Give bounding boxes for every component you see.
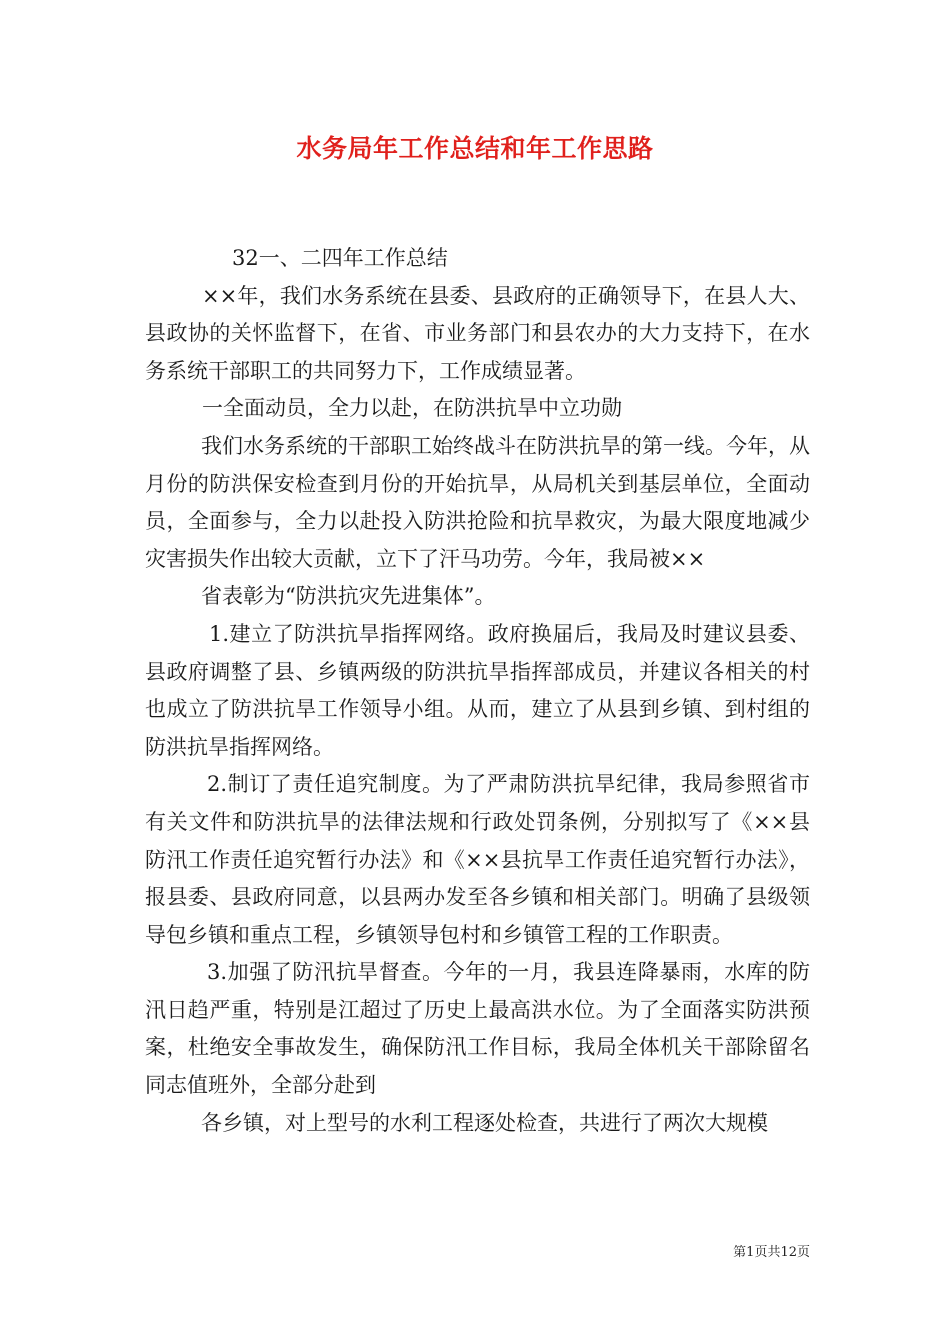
paragraph-item-1: 1.建立了防洪抗旱指挥网络。政府换届后，我局及时建议县委、县政府调整了县、乡镇两级的防洪抗旱指挥部成员，并建议各相关的村也成立了防洪抗旱工作领导小组。从而，建立了从县到乡镇、到村组的防洪抗旱指挥网络。 bbox=[145, 621, 810, 759]
paragraph-continuation: 各乡镇，对上型号的水利工程逐处检查，共进行了两次大规模 bbox=[201, 1110, 768, 1135]
paragraph-intro: ××年，我们水务系统在县委、县政府的正确领导下，在县人大、县政协的关怀监督下，在省、市业务部门和县农办的大力支持下，在水务系统干部职工的共同努力下，工作成绩显著。 bbox=[145, 283, 810, 383]
subsection-heading: 一全面动员，全力以赴，在防洪抗旱中立功勋 bbox=[202, 396, 622, 421]
document-title: 水务局年工作总结和年工作思路 bbox=[296, 134, 654, 163]
section-heading: 32一、二四年工作总结 bbox=[232, 246, 448, 270]
paragraph-commendation: 省表彰为“防洪抗灾先进集体”。 bbox=[201, 584, 496, 609]
paragraph-item-3: 3.加强了防汛抗旱督查。今年的一月，我县连降暴雨，水库的防汛日趋严重，特别是江超过了历史上最高洪水位。为了全面落实防洪预案，杜绝安全事故发生，确保防汛工作目标，我局全体机关干部除留名同志值班外，全部分赴到 bbox=[145, 960, 810, 1098]
page-number-footer: 第1页共12页 bbox=[733, 1245, 810, 1260]
paragraph-item-2: 2.制订了责任追究制度。为了严肃防洪抗旱纪律，我局参照省市有关文件和防洪抗旱的法律法规和行政处罚条例，分别拟写了《××县防汛工作责任追究暂行办法》和《××县抗旱工作责任追究暂行办法》，报县委、县政府同意，以县两办发至各乡镇和相关部门。明确了县级领导包乡镇和重点工程，乡镇领导包村和乡镇管工程的工作职责。 bbox=[145, 772, 810, 947]
paragraph-flood-work: 我们水务系统的干部职工始终战斗在防洪抗旱的第一线。今年，从月份的防洪保安检查到月份的开始抗旱，从局机关到基层单位，全面动员，全面参与，全力以赴投入防洪抢险和抗旱救灾，为最大限度地减少灾害损失作出较大贡献，立下了汗马功劳。今年，我局被×× bbox=[145, 433, 810, 571]
document-body bbox=[145, 240, 810, 1142]
